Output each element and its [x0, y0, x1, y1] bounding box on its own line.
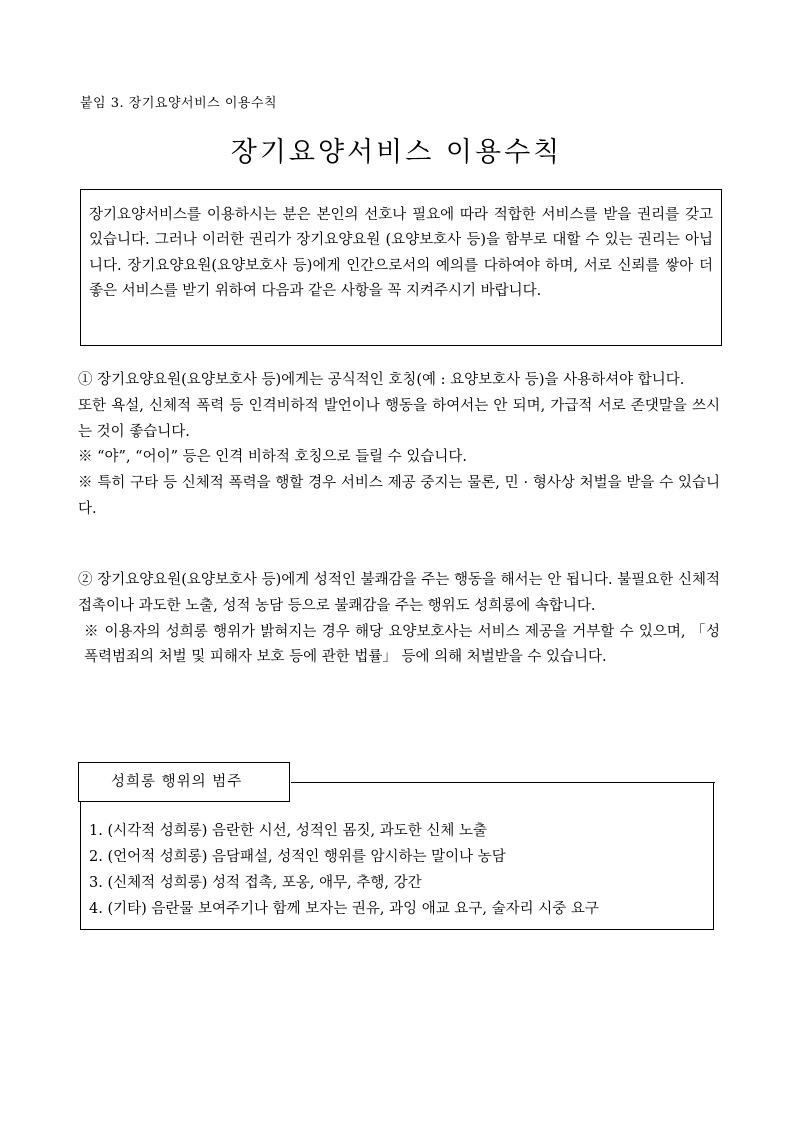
- category-item: 2. (언어적 성희롱) 음담패설, 성적인 행위를 암시하는 말이나 농담: [89, 849, 506, 865]
- rule-1-note-2: ※ 특히 구타 등 신체적 폭력을 행할 경우 서비스 제공 중지는 물론, 민 · 형사상 처벌을 받을 수 있습니다.: [78, 475, 720, 517]
- intro-text: 장기요양서비스를 이용하시는 분은 본인의 선호나 필요에 따라 적합한 서비스를 받을 권리를 갖고 있습니다. 그러나 이러한 권리가 장기요양요원 (요양보호사 등)을 함부로 대할 수 있는 권리는 아닙니다. 장기요양요원(요양보호사 등)에게 인간으로서의 예의를 다하여야 하며, 서로 신뢰를 쌓아 더 좋은 서비스를 받기 위하여 다음과 같은 사항을 꼭 지켜주시기 바랍니다.: [89, 207, 713, 300]
- category-item: 4. (기타) 음란물 보여주기나 함께 보자는 권유, 과잉 애교 요구, 술자리 시중 요구: [89, 901, 599, 917]
- category-title-tab: 성희롱 행위의 범주: [78, 762, 290, 802]
- rule-2-section: [78, 568, 720, 671]
- intro-box: [80, 189, 722, 346]
- category-item: 1. (시각적 성희롱) 음란한 시선, 성적인 몸짓, 과도한 신체 노출: [89, 823, 488, 839]
- category-item: 3. (신체적 성희롱) 성적 접촉, 포옹, 애무, 추행, 강간: [89, 875, 422, 891]
- rule-1-detail: 또한 욕설, 신체적 폭력 등 인격비하적 발언이나 행동을 하여서는 안 되며, 가급적 서로 존댓말을 쓰시는 것이 좋습니다.: [78, 397, 720, 440]
- rule-2-note: ※ 이용자의 성희롱 행위가 밝혀지는 경우 해당 요양보호사는 서비스 제공을 거부할 수 있으며, 「성폭력범죄의 처벌 및 피해자 보호 등에 관한 법률」 등에 의해 처벌받을 수 있습니다.: [84, 623, 720, 666]
- category-box-top-border: [291, 782, 715, 783]
- harassment-category-box: [80, 782, 714, 930]
- document-header-label: 붙임 3. 장기요양서비스 이용수칙: [80, 96, 278, 111]
- rule-2-main: ② 장기요양요원(요양보호사 등)에게 성적인 불쾌감을 주는 행동을 해서는 안 됩니다. 불필요한 신체적 접촉이나 과도한 노출, 성적 농담 등으로 불쾌감을 주는 행위도 성희롱에 속합니다.: [78, 572, 720, 614]
- category-list: [89, 818, 709, 922]
- rule-1-note-1: ※ “야”, “어이” 등은 인격 비하적 호칭으로 들릴 수 있습니다.: [78, 449, 467, 466]
- rule-1-section: [78, 368, 720, 523]
- rule-1-main: ① 장기요양요원(요양보호사 등)에게는 공식적인 호칭(예 : 요양보호사 등)을 사용하셔야 합니다.: [78, 372, 685, 388]
- document-title: 장기요양서비스 이용수칙: [230, 137, 563, 168]
